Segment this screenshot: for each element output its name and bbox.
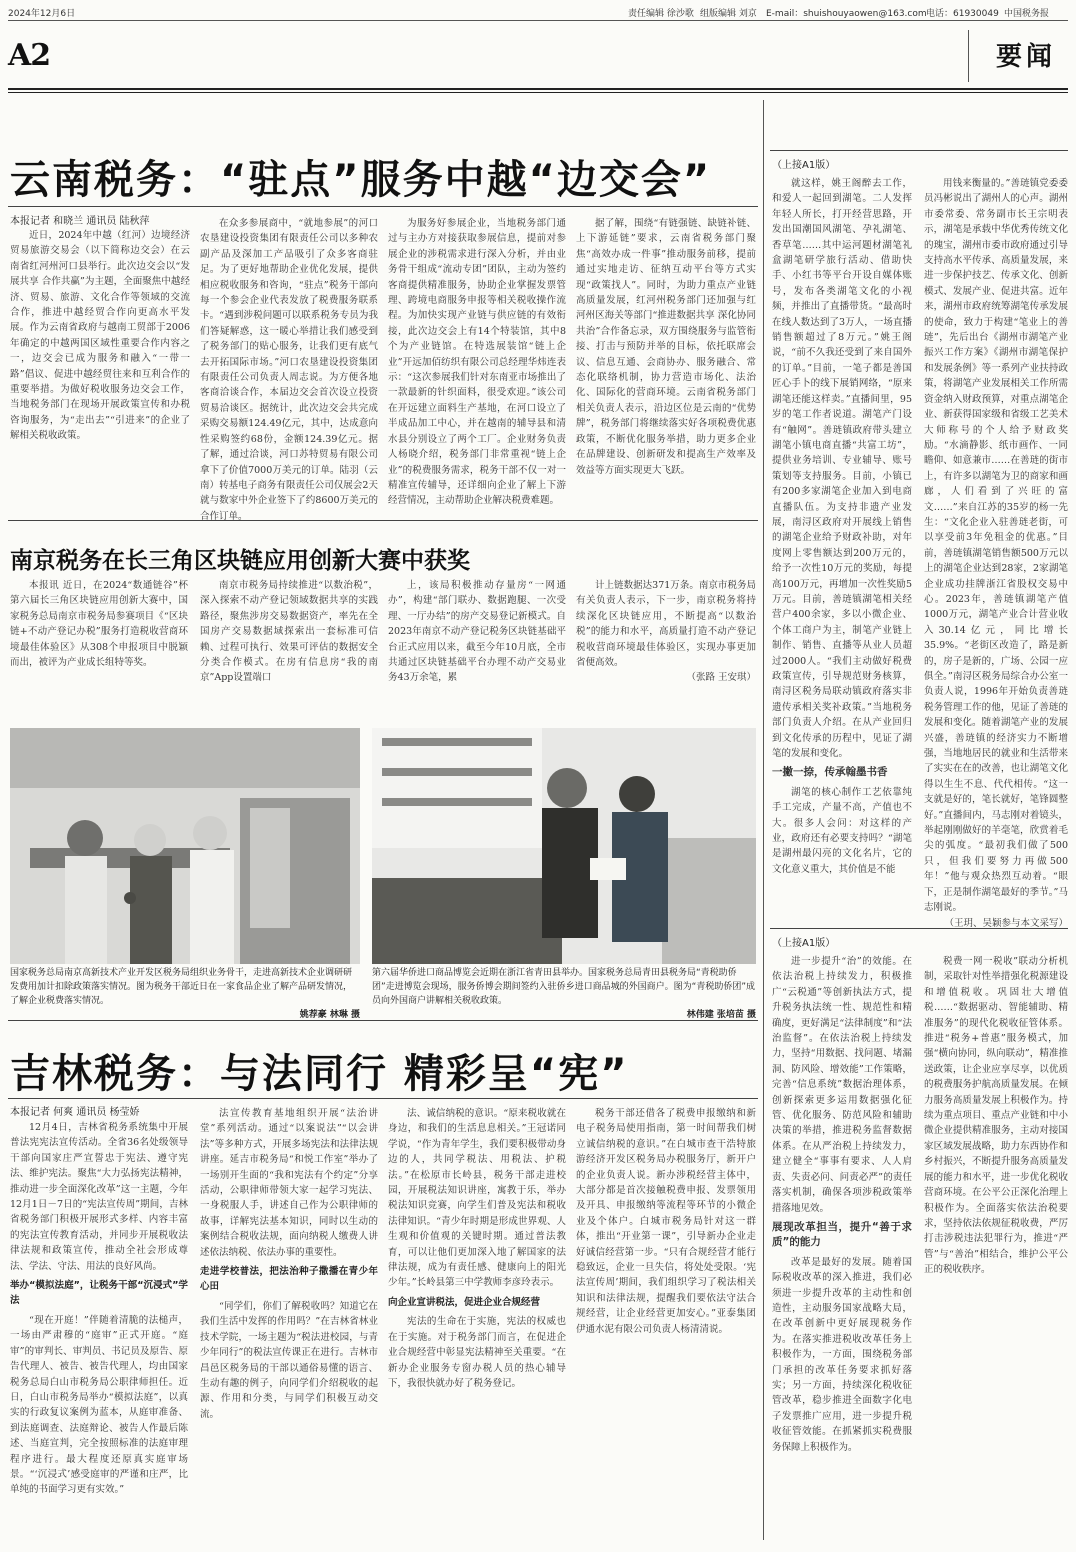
photo-illustration-left: [10, 728, 360, 964]
photo-expo-tax-service: [372, 728, 756, 964]
page-header: [0, 0, 1076, 22]
photo-tax-officers-factory: [10, 728, 360, 964]
article3-byline: 本报记者 何爽 通讯员 杨莹娇: [10, 1107, 140, 1118]
masthead-rule-thin: [8, 92, 1068, 93]
side-top-continued-tag: （上接A1版）: [772, 160, 836, 171]
article2-col3: 上，该局积极推动存量房“一网通办”，构建“部门联办、数据跑腿、一次受理、一厅办结”的房产交易登记新模式。自2023年南京不动产登记税务区块链基础平台正式应用以来，截至今年10月底，全市共通过区块链基础平台办理不动产交易业务43万余笔，累: [388, 580, 566, 684]
article3-col3: 法、诚信纳税的意识。“原来税收就在身边，和我们的生活息息相关。”王冠诺同学说，“作为青年学生，我们要积极带动身边的人，共同学税法、用税法、护税法。”在松原市长岭县，税务干部走进校园，开展税法知识讲座，寓教于乐，举办税法知识竞赛，向学生们普及宪法和税收法律知识。“青少年时期是形成世界观、人生观和价值观的关键时期。通过普法教育，可以让他们更加深入地了解国家的法律法规，成为有责任感、健康向上的阳光少年。”长岭县第三中学教师李彦玲表示。 向企业宣讲税法，促进企业合规经营 宪法的生命在于实施，宪法的权威也在于实施。对于税务部门而言，在促进企业合规经营中彰显宪法精神至关重要。“在新办企业服务专窗办税人员的热心辅导下，我很快就办好了税务登记。: [388, 1108, 566, 1389]
contact-email: E-mail：shuishouyaowen@163.com: [766, 9, 927, 19]
article2-col4: 计上链数据达371万条。南京市税务局有关负责人表示，下一步，南京税务将持续深化区块链应用，不断提高“以数治税”的能力和水平，高质量打造不动产登记税收营商环境最佳体验区，实现办事更加省便高效。 （张路 王安琪）: [576, 580, 756, 684]
article2-title: 南京税务在长三角区块链应用创新大赛中获奖: [10, 548, 470, 574]
side-top-col1: 就这样，姚王阁醉去工作，和爱人一起回到湖笔。二人发挥年轻人所长，打开经营思路，开发出国潮国风湖笔、孕礼湖笔、香草笔……其中运河题材湖笔礼盒湖笔研学旅行活动、借助快手、小红书等平台开设自媒体账号，发布各类湖笔文化的小视频，并推出了直播带货。“最高时在线人数达到了3万人，一场直播销售额超过了8万元。”姚王阁说，“前不久我还受到了来自国外的订单。”目前，一笔子都是善国匠心手卜的线下展销网络，“原来湖笔还能这样卖。”直播间里，95岁的笔工作者说道。湖笔产门设有“触网”。善琏镇政府带头建立湖笔小镇电商直播“共富工坊”，提供业务培训、专业辅导、账号策划等支持服务。目前，小镇已有200多家湖笔企业加入到电商直播队伍。为支持非遗产业发展，南浔区政府对开展线上销售的湖笔企业给予财政补助，对年度网上零售额达到200万元的，给予一次性10万元的奖励，每提高100万元，再增加一次性奖励5万元。目前，善琏镇湖笔相关经营户400余家，多以小微企业、个体工商户为主，制笔产业链上制作、销售、直播等从业人员超过2000人。“我们主动做好税费政策宣传，引导规范财务核算，南浔区税务局联动镇政府落实非遗传承相关奖补政策。”当地税务部门负责人介绍。在从产业回归到文化传承的历程中，见证了湖笔的发展和变化。 一撇一捺，传承翰墨书香 湖笔的核心制作工艺依靠纯手工完成，产量不高，产值也不大。很多人会问：对这样的产业，政府还有必要支持吗？“湖笔是湖州最闪亮的文化名片，它的文化意义重大，其价值是不能: [772, 178, 912, 875]
article1-col4: 据了解，围绕“有链强链、缺链补链、上下游延链”要求，云南省税务部门聚焦“高效办成一件事”推动服务前移，提前通过实地走访、征纳互动平台等方式实现“政策找人”。同时，为助力重点产业链高质量发展，红河州税务部门还加强与红河州区海关等部门“推进数据共享 深化协同共治”合作备忘录，双方围绕服务与监管衔接、打击与预防并举的目标，依托联席会议、信息互通、会商协办、服务融合、常态化联络机制，协力营造市场化、法治化、国际化的营商环境。云南省税务部门相关负责人表示，沿边区位是云南的“优势牌”，税务部门将继续落实好各项税费优惠政策，不断优化服务举措，助力更多企业在品牌建设、创新研发和提高生产效率及效益等方面实现更大飞跃。: [576, 218, 756, 476]
side-bottom-col2: 税费一网一税收”联动分析机制，采取针对性举措强化税源建设和增值税收。巩固壮大增值税……“数据驱动、智能辅助、精准服务”的现代化税收征管体系。推进“税务+普惠”服务模式，加强“横向协同，纵向联动”，精准推送政策，让企业应享尽享，以优质的税费服务护航高质量发展。在倾力服务高质量发展上积极作为。持续为重点项目、重点产业链和中小微企业提供精准服务，主动对接国家区域发展战略，助力东西协作和乡村振兴，不断提升服务高质量发展的能力和水平，进一步优化税收营商环境。在公平公正深化治理上积极作为。全面落实依法治税要求，坚持依法依规征税收费，严厉打击涉税违法犯罪行为，推进“严管”与“善治”相结合，维护公平公正的税收秩序。: [924, 956, 1068, 1276]
article3-col1: 12月4日，吉林省税务系统集中开展普法宪宪法宣传活动。全省36名处级领导干部向国家庄严宣誓忠于宪法、遵守宪法、维护宪法。聚焦“大力弘扬宪法精神，推动进一步全面深化改革”这一主题，今年12月1日－7日的“宪法宣传周”期间，吉林省税务部门积极开展形式多样、内容丰富的宪法宣传教育活动，并同步开展税收法律法规和政策宣传，推动全社会形成尊法、学法、守法、用法的良好风尚。 举办“模拟法庭”，让税务干部“沉浸式”学法 “现在开庭！”伴随着清脆的法槌声，一场由严肃穆的“庭审”正式开庭。“庭审”的审判长、审判员、书记员及原告、原告代理人、被告、被告代理人，均由国家税务总局白山市税务局公职律师担任。近日，白山市税务局举办“模拟法庭”，以真实的行政复议案例为蓝本，从庭审准备、到法庭调查、法庭辩论、被告人作最后陈述、当庭宣判，完全按照标准的法庭审理程序进行。最大程度还原真实庭审场景。“‘沉浸式’感受庭审的严谨和庄严，比单纯的书面学习更有实效。”: [10, 1122, 188, 1496]
header-rule: [8, 20, 1068, 21]
side-bottom-rule: [770, 928, 1068, 929]
page-number: A2: [8, 38, 51, 73]
side-bottom-continued-tag: （上接A1版）: [772, 938, 836, 949]
article3-title: 吉林税务：与法同行 精彩呈“宪”: [10, 1051, 629, 1097]
masthead-rule: [8, 88, 1068, 90]
side-top-rule: [770, 150, 1068, 151]
article1-byline: 本报记者 和晓兰 通讯员 陆秋萍: [10, 216, 150, 227]
photos-end-rule: [8, 1020, 758, 1021]
article3-col4: 税务干部还借各了税费申报缴纳和新电子税务局使用指南，第一时间帮我们树立诚信纳税的意识。”在白城市查干浩特旅游经济开发区税务局办税服务厅，新开户的企业负责人说。新办涉税经营主体中，大部分都是首次接触税费申报、发票领用及开具、申报缴纳等流程等环节的小微企业及个体户。白城市税务局针对这一群体，推出“开业第一课”，引导新办企业走好诚信经营第一步。“只有合规经营才能行稳致远，企业一旦失信，将处处受限。‘宪法宣传周’期间，我们组织学习了税法相关知识和法律法规，提醒我们要依法守法合规经营，让企业经营更加安心。”亚泰集团伊通水泥有限公司负责人杨清清说。: [576, 1108, 756, 1335]
article1-col1: 近日，2024年中越（红河）边境经济贸易旅游交易会（以下简称边交会）在云南省红河州河口县举行。此次边交会以“发展共享 合作共赢”为主题，全面聚焦中越经济、贸易、旅游、文化合作等领域的交流合作，推进中越经贸合作向更高水平发展。作为云南省政府与越南工贸部于2006年确定的中越两国区域性重要合作内容之一，边交会已成为服务和融入“一带一路”倡议、促进中越经贸往来和互利合作的重要举措。为做好税收服务边交会工作，当地税务部门在现场开展政策宣传和办税咨询服务，为“走出去”“引进来”的企业了解相关税收政策。: [10, 230, 190, 442]
layout-editor: 组版编辑 刘京: [700, 9, 757, 19]
article2-col2: 南京市税务局持续推进“以数治税”，深入探索不动产登记领域数据共享的实践路径，聚焦涉房交易数据资产，率先在全国房产交易数据域探索出一套标准可信赖、过程可执行、效果可评估的数据安全分类合作模式。在房有信息房“我的南京”App设置端口: [200, 580, 378, 684]
side-bottom-col1: 进一步提升“治”的效能。在依法治税上持续发力，积极推广“云税通”等创新执法方式，提升税务执法统一性、规范性和精确度，更好满足“法律制度”和“法治监督”。在依法治税上持续发力，坚持“用数据、找问题、堵漏洞、防风险、增效能”工作策略，完善“信息系统”数据治理体系，创新探索更多运用数据强化征管、优化服务、防范风险和辅助决策的举措，推进税务监督数据体系。在从严治税上持续发力，建立健全“事事有要求、人人肩责、失责必问、问责必严”的责任落实机制，确保各项涉税政策举措落地见效。 展现改革担当，提升“善于求质”的能力 改革是最好的发展。随着国际税收改革的深入推进，我们必须进一步提升改革的主动性和创造性，主动服务国家战略大局，在改革创新中更好展现税务作为。在落实推进税收改革任务上积极作为，一方面，围绕税务部门承担的改革任务要求抓好落实；另一方面，持续深化税收征管改革，稳步推进全面数字化电子发票推广应用，进一步提升税收征管效能。在抓紧抓实税费服务保障上积极作为。: [772, 956, 912, 1453]
article2-col1: 本报讯 近日，在2024“数通链谷”杯第六届长三角区块链应用创新大赛中，国家税务总局南京市税务局参赛项目《“区块链+不动产登记办税”服务打造税收营商环境最佳体验区》从308个申报项目中脱颖而出，被评为产业成长组特等奖。: [10, 580, 188, 669]
newspaper-name: 中国税务报: [1004, 9, 1050, 19]
column-divider: [763, 100, 764, 1540]
article1-col2: 在众多参展商中，“就地参展”的河口农垦建设投资集团有限责任公司以多种农副产品及深加工产品吸引了众多客商驻足。为了更好地帮助企业优化发展，提供相应税收服务和咨询，“驻点”税务干部向每一个参会企业代表发放了税费服务联系卡。“遇到涉税问题可以联系税务专员为我们答疑解惑，这一暖心举措让我们感受到了税务部门的贴心服务，让我们更有底气去开拓国际市场。”河口农垦建设投资集团有限责任公司负责人周志说。为方便各地客商洽谈合作，本届边交会首次设立投资贸易洽谈区。据统计，此次边交会共完成采购交易额124.49亿元，其中，达成意向性采购签约68份，金额124.39亿元。据了解，通过洽谈，河口苏特贸易有限公司拿下了价值7000万美元的订单。陆羽（云南）转基电子商务有限责任公司仅展会2天就与数家中外企业签下了约8600万美元的合作订单。: [200, 218, 378, 522]
side-top-col2: 用钱来衡量的。”善琏镇党委委员冯彬说出了湖州人的心声。湖州市委常委、常务副市长王宗明表示，湖笔是承载中华优秀传统文化的瑰宝，湖州市委市政府通过引导支持高水平传承、高质量发展，来进一步保护技艺、传承文化、创新模式、发展产业、促进共富。近年来，湖州市政府统筹湖笔传承发展的使命，致力于构建“笔业上的善琏”，先后出台《湖州市湖笔产业振兴工作方案》《湖州市湖笔保护和发展条例》等一系列产业扶持政策，将湖笔产业发展相关工作所需资金纳入财政预算，对重点湖笔企业、新获得国家级和省级工艺美术大师称号的个人给予财政奖励。“水滴静影、纸市画作、一同瞻仰、如意兼市……在善琏的街市上，有许多以湖笔为卫的商家和画廊，人们看到了兴旺的富文……”来自江苏的35岁的杨一先生：“文化企业入驻善琏老街，可以享受前3年免租金的优惠。”目前，善琏镇湖笔销售额500万元以上的湖笔企业达到28家，2家湖笔企业成功挂牌浙江省股权交易中心。2023年，善琏镇湖笔产值1000万元，湖笔产业合计营业收入30.14亿元，同比增长35.9%。“老街区改造了，路是新的，房子是新的，广场、公园一应俱全。”南浔区税务局综合办公室一负责人说，1996年开始负责善琏税务管理工作的他，见证了善琏的发展和变化。随着湖笔产业的发展兴盛，善琏镇的经济实力不断增强，当地地居民的就业和生活带来了实实在在的改善，也让湖笔文化得以生生不息、代代相传。“这一支就是好的，笔长就好，笔锋圆整好。”直播间内，马志刚对着镜头，举起刚刚做好的羊毫笔，欣赏着毛尖的弧度。“最初我们做了500只，但我们要努力再做500年！”他与观众热烈互动着。“眼下，正是制作湖笔最好的季节。”马志刚说。 （王玥、吴颖参与本文采写）: [924, 178, 1068, 929]
article3-title-rule: [8, 1098, 758, 1099]
article1-end-rule: [8, 520, 758, 521]
article1-col3: 为服务好参展企业，当地税务部门通过与主办方对接获取参展信息，提前对参展企业的涉税需求进行深入分析，并由业务骨干组成“流动专团”团队，主动为签约客商提供精准服务，协助企业掌握发票管理、跨境电商服务申报等相关税收操作流程。为加快实现产业链与供应链的有效衔接，此次边交会上有14个特装馆，其中8个为产业链馆。在特选展装馆“链上企业”开远加佰纺织有限公司总经理华炜连表示：“这次参展我们针对东南亚市场推出了一款最新的针织面料，很受欢迎。”该公司在开远建立面料生产基地，在河口设立了半成品加工中心，并在越南的辅导县和清水县分别设立了两个工厂。企业财务负责人杨晓介绍，税务部门非常重视“链上企业”的税费服务需求，税务干部不仅一对一精准宣传辅导，还详细向企业了解上下游经营情况，主动帮助企业解决税费难题。: [388, 218, 566, 507]
contact-phone: 电话：61930049: [926, 9, 999, 19]
photo-left-caption: 国家税务总局南京高新技术产业开发区税务局组织业务骨干，走进高新技术企业调研研发费用加计扣除政策落实情况。图为税务干部近日在一家食品企业了解产品研发情况，了解企业税费落实情况。 姚荐豪 林琳 摄: [10, 968, 360, 1020]
article1-title: 云南税务：“驻点”服务中越“边交会”: [10, 157, 712, 203]
photo-illustration-right: [372, 728, 756, 964]
issue-date: 2024年12月6日: [8, 9, 76, 19]
section-name: 要闻: [995, 42, 1056, 72]
article1-title-rule: [8, 206, 758, 207]
article3-col2: 法宣传教育基地组织开展“法治讲堂”系列活动。通过“以案说法”“以会讲法”等多种方式，开展多场宪法和法律法规讲座。延吉市税务局“和悦工作室”举办了一场别开生面的“我和宪法有个约定”分享活动，公职律师带领大家一起学习宪法、一身税服人手，讲述自己作为公职律师的故事，详解宪法基本知识，同时以生动的案例结合税收法规，面向纳税人缴费人讲述依法纳税、依法办事的重要性。 走进学校普法，把法治种子撒播在青少年心田 “同学们，你们了解税收吗？知道它在我们生活中发挥的作用吗？”在吉林省林业技术学院，一场主题为“税法进校园，与青少年同行”的税法宣传课正在进行。吉林市昌邑区税务局的干部以通俗易懂的语言、生动有趣的例子，向同学们介绍税收的起源、作用和分类，与同学们积极互动交流。: [200, 1108, 378, 1420]
photo-right-caption: 第六届华侨进口商品博览会近期在浙江省青田县举办。国家税务总局青田县税务局“青税助侨团”走进博览会现场，服务侨博会期间签约入驻侨乡进口商品城的外国商户。图为“青税助侨团”成员向外国商户讲解相关税收政策。 林伟建 张培苗 摄: [372, 968, 756, 1020]
responsible-editor: 责任编辑 徐沙歌: [628, 9, 694, 19]
